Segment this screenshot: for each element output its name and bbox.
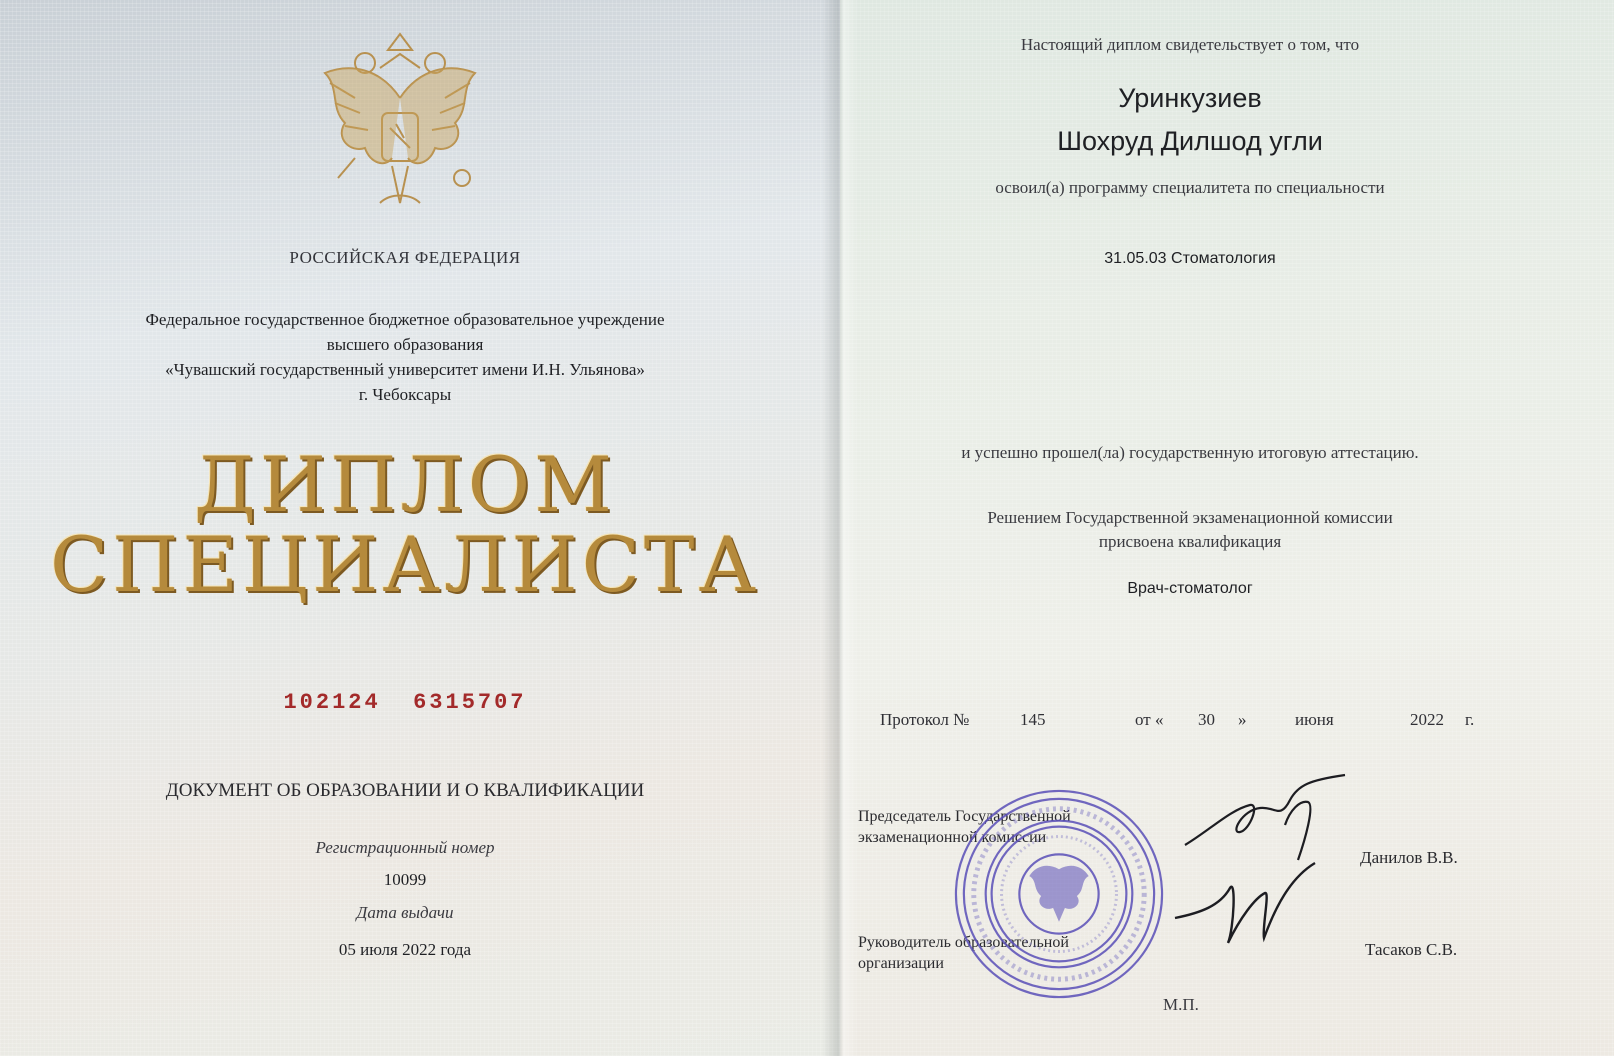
document-type: ДОКУМЕНТ ОБ ОБРАЗОВАНИИ И О КВАЛИФИКАЦИИ: [165, 780, 645, 801]
graduate-surname: Уринкузиев: [1118, 83, 1262, 113]
commission-decision-line-1: Решением Государственной экзаменационной комиссии: [987, 508, 1393, 527]
head-signature-icon: [1170, 858, 1320, 968]
chairman-label: Председатель Государственной экзаменационной комиссии: [858, 808, 1071, 846]
registration-number: 10099: [383, 870, 427, 889]
protocol-day: 30: [1198, 710, 1215, 729]
attestation-text: и успешно прошел(ла) государственную итоговую аттестацию.: [961, 443, 1419, 462]
program-text: освоил(а) программу специалитета по специальности: [995, 178, 1385, 197]
issue-date: 05 июля 2022 года: [338, 940, 472, 959]
qualification: Врач-стоматолог: [1127, 580, 1253, 597]
diploma-title-line-2: СПЕЦИАЛИСТА: [49, 520, 761, 609]
diploma-right-page: [840, 0, 1614, 1056]
official-seal-icon: [950, 785, 1168, 1003]
spread-fold: [822, 0, 858, 1056]
serial-number: 102124 6315707: [283, 690, 527, 715]
chairman-signature-icon: [1180, 770, 1350, 870]
stamp-place-mark: М.П.: [1163, 995, 1199, 1014]
protocol-number: 145: [1020, 710, 1046, 729]
protocol-label: Протокол №: [880, 710, 970, 729]
commission-decision-line-2: присвоена квалификация: [1098, 532, 1282, 551]
registration-label: Регистрационный номер: [315, 838, 495, 857]
head-label: Руководитель образовательной организации: [858, 934, 1069, 972]
graduate-given-names: Шохруд Дилшод угли: [1057, 126, 1323, 156]
institution-line-2: высшего образования: [326, 335, 484, 354]
protocol-year: 2022: [1410, 710, 1444, 729]
institution-line-3: «Чувашский государственный университет имени И.Н. Ульянова»: [165, 360, 645, 379]
diploma-title-line-1: ДИПЛОМ: [194, 440, 616, 529]
issue-date-label: Дата выдачи: [356, 903, 454, 922]
institution-line-1: Федеральное государственное бюджетное образовательное учреждение: [145, 310, 665, 329]
institution-city: г. Чебоксары: [358, 385, 452, 404]
certify-intro: Настоящий диплом свидетельствует о том, что: [1020, 35, 1360, 54]
country-name: РОССИЙСКАЯ ФЕДЕРАЦИЯ: [289, 248, 521, 267]
protocol-year-suffix: г.: [1465, 710, 1475, 729]
specialty: 31.05.03 Стоматология: [1104, 250, 1276, 267]
russian-coat-of-arms-icon: [310, 28, 490, 228]
chairman-name: Данилов В.В.: [1360, 848, 1458, 867]
protocol-month: июня: [1295, 710, 1334, 729]
protocol-close-quote: »: [1238, 710, 1247, 729]
head-name: Тасаков С.В.: [1365, 940, 1458, 959]
protocol-from-label: от «: [1135, 710, 1164, 729]
